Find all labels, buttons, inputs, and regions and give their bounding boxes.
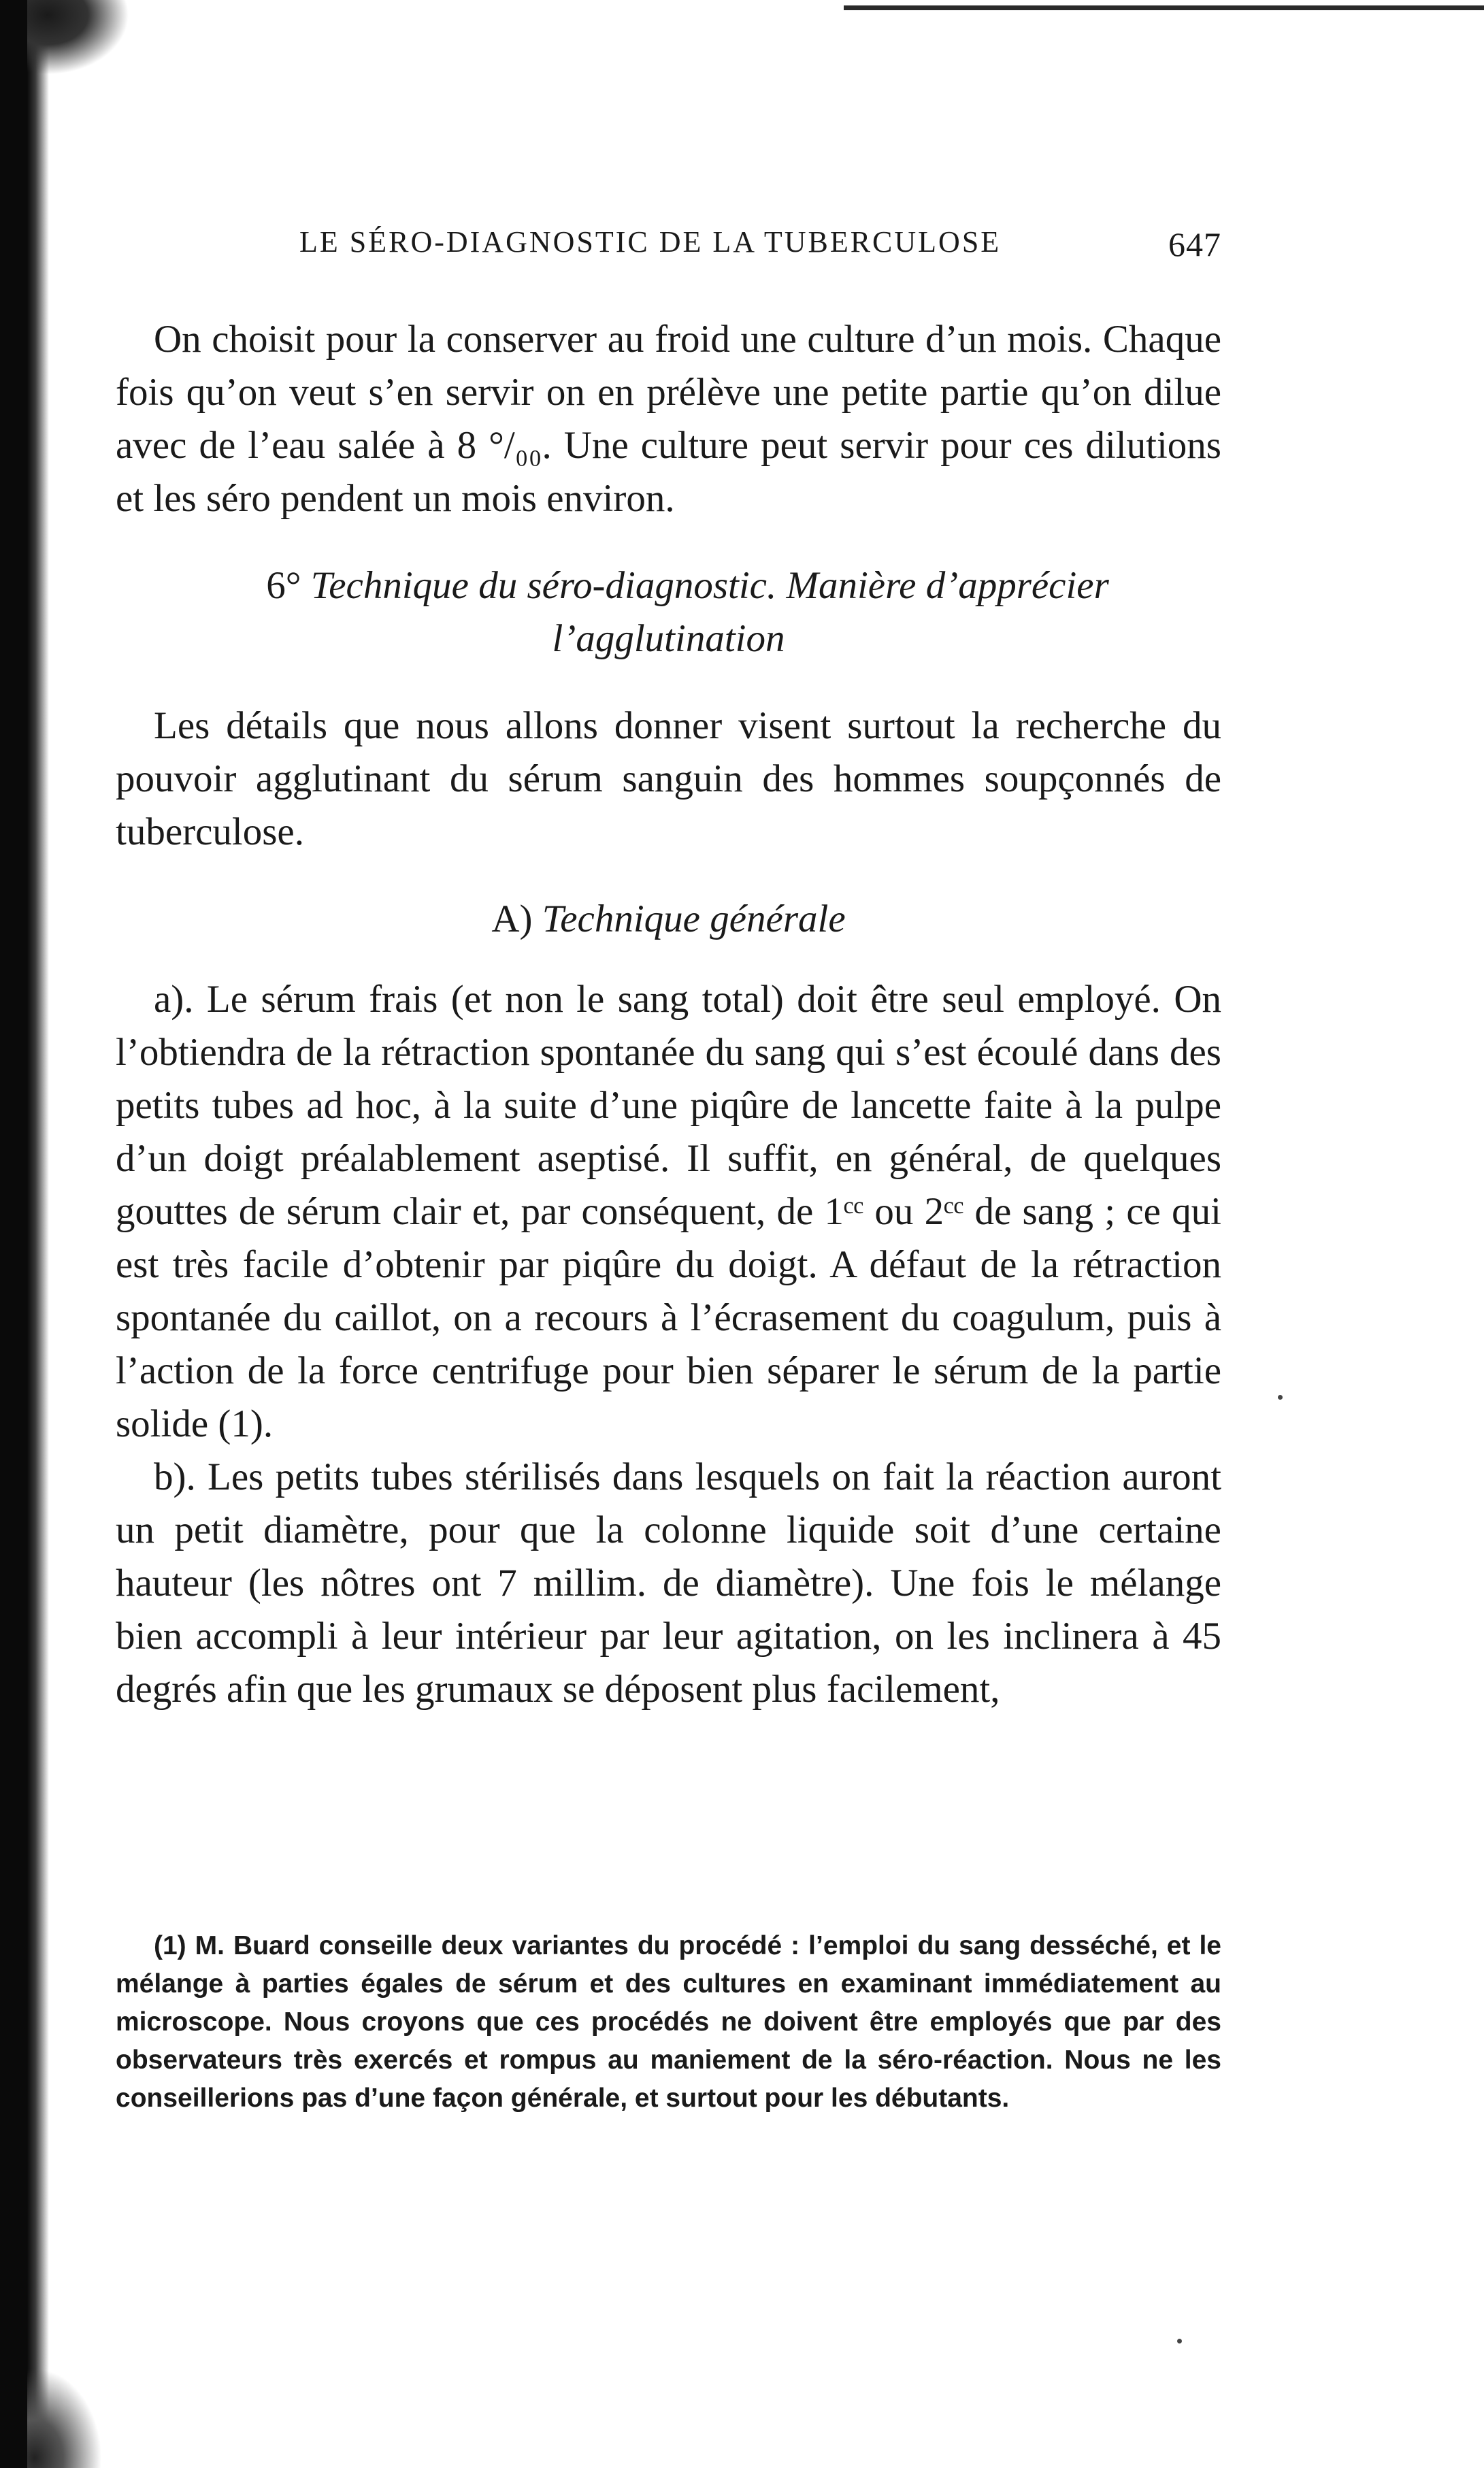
subsection-letter: A) xyxy=(491,898,533,940)
body-text xyxy=(116,313,1221,1716)
scan-corner-shadow-top xyxy=(27,0,129,75)
paragraph-intro: Les détails que nous allons donner visent surtout la recherche du pouvoir agglutinant du sérum sanguin des hommes soupçonnés de tuberculose. xyxy=(116,704,1221,853)
page-number: 647 xyxy=(1168,225,1221,263)
subsection-title: Technique générale xyxy=(542,898,846,940)
scan-speck xyxy=(1278,1395,1283,1400)
footnote: (1) M. Buard conseille deux variantes du procédé : l’emploi du sang desséché, et le mélange à parties égales de sérum et des cultures en examinant immédiatement au microscope. Nous croyons que ces procédés ne doivent être employés que par des observateurs très exercés et rompus au maniement de la séro-réaction. Nous ne les conseillerions pas d’une façon générale, et surtout pour les débutants. xyxy=(116,1931,1221,2113)
scan-top-rule xyxy=(844,5,1484,10)
running-title: LE SÉRO-DIAGNOSTIC DE LA TUBERCULOSE xyxy=(299,225,1002,259)
scan-speck xyxy=(1177,2339,1182,2343)
paragraph-tubes: b). Les petits tubes stérilisés dans lesquels on fait la réaction auront un petit diamètre, pour que la colonne liquide soit d’une certaine hauteur (les nôtres ont 7 millim. de diamètre). Une fois le mélange bien accompli à leur intérieur par leur agitation, on les inclinera à 45 degrés afin que les grumaux se déposent plus facilement, xyxy=(116,1455,1221,1711)
subsection-heading xyxy=(116,893,1221,946)
section-number: 6° xyxy=(266,564,301,607)
running-head xyxy=(116,225,1221,263)
section-title-line2: l’agglutination xyxy=(552,617,785,660)
section-title-line1: Technique du séro-diagnostic. Manière d’apprécier xyxy=(310,564,1109,607)
paragraph-culture: On choisit pour la conserver au froid une culture d’un mois. Chaque fois qu’on veut s’en servir on en prélève une petite partie qu’on dilue avec de l’eau salée à 8 °/₀₀. Une culture peut servir pour ces dilutions et les séro pendent un mois environ. xyxy=(116,318,1221,520)
scan-corner-shadow-bottom xyxy=(27,2368,102,2468)
paragraph-serum: a). Le sérum frais (et non le sang total) doit être seul employé. On l’obtiendra de la rétraction spontanée du sang qui s’est écoulé dans des petits tubes ad hoc, à la suite d’une piqûre de lancette faite à la pulpe d’un doigt préalablement aseptisé. Il suffit, en général, de quelques gouttes de sérum clair et, par conséquent, de 1ᶜᶜ ou 2ᶜᶜ de sang ; ce qui est très facile d’obtenir par piqûre du doigt. A défaut de la rétraction spontanée du caillot, on a recours à l’écrasement du coagulum, puis à l’action de la force centrifuge pour bien séparer le sérum de la partie solide (1). xyxy=(116,978,1221,1445)
section-heading xyxy=(116,559,1221,612)
scan-binding-shadow xyxy=(0,0,49,2468)
